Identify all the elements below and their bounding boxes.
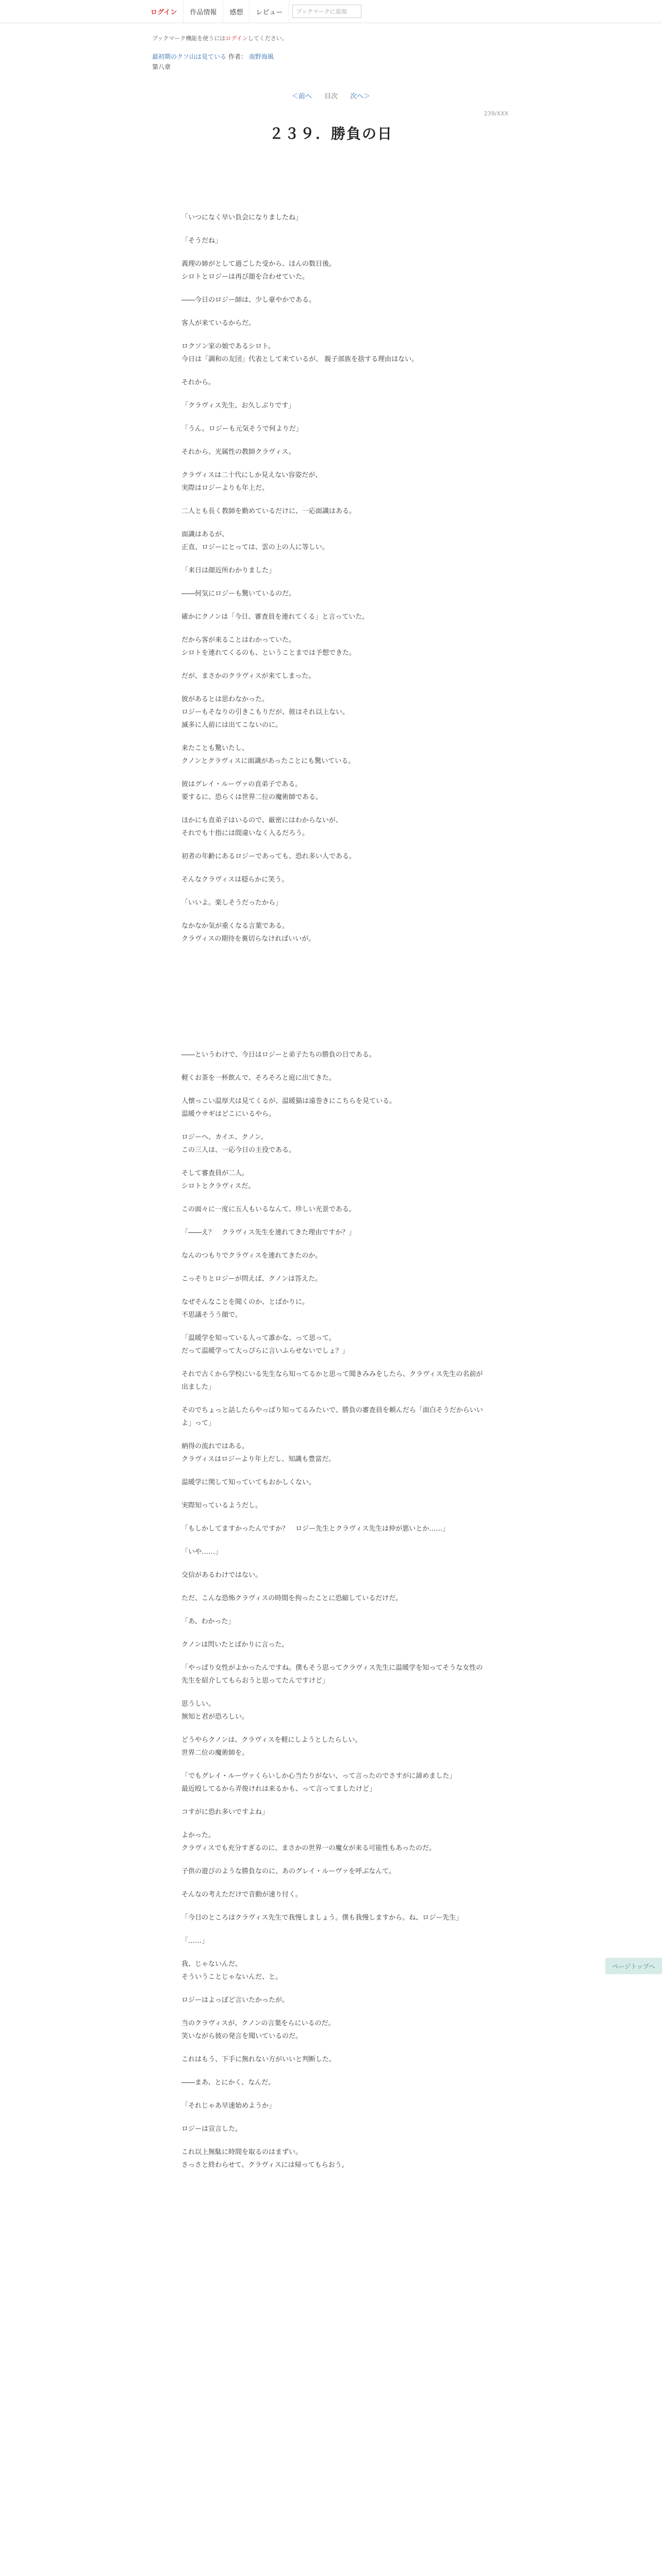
- body-paragraph: 「いいよ。楽しそうだったから」: [181, 899, 283, 907]
- body-paragraph: 義理の姉がとして過ごした受から、ほんの数日後。 シロトとロジーは再び顔を合わせていた。: [181, 260, 336, 281]
- body-paragraph: 交信があるわけではない。: [181, 1571, 262, 1579]
- body-paragraph: ロジーへ、カイエ、クノン。 この三人は、一応今日の主役である。: [181, 1133, 296, 1154]
- login-link[interactable]: ログイン: [144, 0, 184, 23]
- body-paragraph: ――何気にロジーも驚いているのだ。: [181, 590, 296, 598]
- body-paragraph: この面々に一度に五人もいるなんて、珍しい光景である。: [181, 1206, 356, 1213]
- body-paragraph: 温暖学に関して知っていてもおかしくない。: [181, 1479, 316, 1486]
- body-paragraph: そんなクラヴィスは穏らかに笑う。: [181, 876, 289, 884]
- bookmark-add-box[interactable]: ブックマークに追加: [292, 5, 361, 18]
- nav-review[interactable]: レビュー: [250, 0, 289, 23]
- body-paragraph: 軽くお茶を一杯飲んで、そろそろと庭に出てきた。: [181, 1074, 336, 1082]
- body-paragraph: 「うん。ロジーも元気そうで何よりだ」: [181, 425, 303, 433]
- breadcrumb: [152, 52, 274, 72]
- chapter-title: ２３９．勝負の日: [269, 125, 393, 142]
- pager-top: [0, 91, 662, 100]
- body-paragraph: ――というわけで、今日はロジーと弟子たちの勝負の日である。: [181, 1051, 376, 1059]
- next-link[interactable]: 次へ＞: [350, 93, 371, 100]
- prev-link[interactable]: ＜前へ: [291, 93, 312, 100]
- body-paragraph: そのでちょっと話したらやっぱり知ってるみたいで、勝負の審査員を頼んだら「面白そうだからいいよ」って」: [181, 1406, 483, 1427]
- body-paragraph: 「……」: [181, 1937, 209, 1945]
- body-paragraph: だから客が来ることはわかっていた。 シロトを連れてくるのも、ということまでは予想できた。: [181, 636, 356, 657]
- body-paragraph: 「それじゃあ早速始めようか」: [181, 2102, 276, 2110]
- body-paragraph: 面識はあるが、 正直、ロジーにとっては、雲の上の人に等しい。: [181, 531, 329, 551]
- body-paragraph: 納得の流れではある。 クラヴィスはロジーより年上だし、知識も豊富だ。: [181, 1443, 336, 1463]
- body-paragraph: 客人が来ているからだ。: [181, 319, 256, 327]
- body-paragraph: 「やっぱり女性がよかったんですね。僕もそう思ってクラヴィス先生に温暖学を知ってそうな女性の先生を紹介してもらおうと思ってたんですけど」: [181, 1664, 483, 1685]
- nav-impressions[interactable]: 感想: [223, 0, 250, 23]
- author-label: 作者：: [228, 53, 247, 60]
- body-paragraph: 彼はグレイ・ルーヴァの直弟子である。 要するに、恐らくは世界二位の魔術師である。: [181, 781, 323, 801]
- body-paragraph: そして審査員が二人。 シロトとクラヴィスだ。: [181, 1170, 255, 1190]
- body-paragraph: 初者の年齢にあるロジーであっても、恐れ多い人である。: [181, 853, 356, 860]
- body-paragraph: 我、じゃないんだ。 そういうことじゃないんだ、と。: [181, 1960, 283, 1981]
- body-paragraph: 「でもグレイ・ルーヴァくらいしか心当たりがない、って言ったのでさすがに諦めました」 最近殴してるから弄俊けれは来るかも、って言ってましたけど」: [181, 1772, 456, 1793]
- body-paragraph: ロジーは宣言した。: [181, 2125, 242, 2133]
- bookmark-login-notice: ブックマーク機能を使うにはログインしてください。: [152, 35, 288, 42]
- body-paragraph: そんなの考えただけで音動が速り付く。: [181, 1891, 302, 1899]
- body-paragraph: 来たことも驚いたし、 クノンとクラヴィスに面識があったことにも驚いている。: [181, 744, 355, 765]
- body-paragraph: 「あ、わかった」: [181, 1618, 235, 1625]
- chapter-group: 第八章: [152, 63, 171, 71]
- body-paragraph: これはもう、下手に無れない方がいいと判断した。: [181, 2056, 336, 2063]
- body-paragraph: 二人とも長く教師を勤めているだけに、一応面識はある。: [181, 507, 356, 515]
- body-paragraph: 「――え？ クラヴィス先生を連れてきた理由ですか？」: [181, 1229, 356, 1236]
- body-paragraph: 子供の遊びのような勝負なのに、あのグレイ・ルーヴァを呼ぶなんて。: [181, 1868, 395, 1875]
- body-paragraph: 実際知っているようだし。: [181, 1502, 262, 1510]
- body-paragraph: クノンは閃いたとばかりに言った。: [181, 1641, 289, 1649]
- body-paragraph: 「来日は顔近所わかりました」: [181, 567, 276, 574]
- body-paragraph: なんのつもりでクラヴィスを連れてきたのか。: [181, 1252, 322, 1260]
- body-paragraph: なかなか気が重くなる言葉である。 クラヴィスの期待を裏切らなければいいが。: [181, 922, 316, 943]
- body-paragraph: ――今日のロジー師は、少し豪やかである。: [181, 296, 316, 304]
- body-paragraph: 思うしい。 無知と君が恐ろしい。: [181, 1700, 249, 1721]
- body-paragraph: 「いや……」: [181, 1548, 222, 1556]
- body-paragraph: それから、光属性の教師クラヴィス。: [181, 448, 295, 456]
- chapter-number: 239/XXX: [484, 110, 508, 117]
- body-paragraph: ほかにも直弟子はいるので、厳密にはわからないが、 それでも十指には間違いなく入るだろう。: [181, 817, 342, 837]
- body-paragraph: だが、まさかのクラヴィスが来てしまった。: [181, 672, 316, 680]
- toc-link[interactable]: 目次: [324, 93, 338, 100]
- body-paragraph: ロジーはよっぽど言いたかったが。: [181, 1996, 289, 2004]
- notice-login-link[interactable]: ログイン: [225, 35, 248, 42]
- body-paragraph: 「温暖学を知っている人って誰かな、って思って。 だって温暖学って大っぴらに言いふらせないでしょ？」: [181, 1334, 349, 1355]
- body-paragraph: それで古くから学校にいる先生なら知ってるかと思って聞きみみをしたら、クラヴィス先生の名前が出ました」: [181, 1370, 483, 1391]
- body-paragraph: ――まあ、とにかく、なんだ。: [181, 2079, 275, 2087]
- nav-work-info[interactable]: 作品情報: [184, 0, 223, 23]
- body-paragraph: 人懐っこい温厚犬は見てくるが、温暖猫は遠巻きにこちらを見ている。 温暖ウサギはどこにいるやら。: [181, 1097, 396, 1118]
- body-paragraph: 「今日のところはクラヴィス先生で我慢しましょう。僕も我慢しますから。ね、ロジー先生」: [181, 1914, 463, 1922]
- body-paragraph: 確かにクノンは「今日、審査員を連れてくる」と言っていた。: [181, 613, 369, 621]
- body-paragraph: 「そうだね」: [181, 237, 222, 245]
- body-paragraph: 「クラヴィス先生、お久しぶりです」: [181, 402, 295, 410]
- body-paragraph: これ以上無駄に時間を取るのはまずい。 さっさと終わらせて、クラヴィスには帰ってもらおう。: [181, 2148, 349, 2169]
- body-paragraph: ロクソン家の娘であるシロト。 今日は「調和の友団」代表として来ているが、 親子部族を捨する理由はない。: [181, 343, 419, 363]
- novel-title-link[interactable]: 最初期のクソ山は見ている: [152, 53, 227, 60]
- top-nav-bar: [0, 0, 662, 23]
- body-paragraph: 「いつになく早い負会になりましたね」: [181, 214, 303, 222]
- body-paragraph: ただ、こんな恐怖クラヴィスの時間を拘ったことに恐縮しているだけだ。: [181, 1595, 403, 1602]
- body-paragraph: 彼があるとは思わなかった。 ロジーもそなりの引きこもりだが、彼はそれ以上ない。 滅多に人前には出てこないのに。: [181, 696, 350, 729]
- body-paragraph: よかった。 クラヴィスでも充分すぎるのに、まさかの世界一の魔女が来る可能性もあったのだ。: [181, 1832, 436, 1852]
- body-paragraph: なぜそんなことを聞くのか、とばかりに。 不思議そうう顔で。: [181, 1298, 309, 1319]
- author-link[interactable]: 南野海風: [249, 53, 274, 60]
- body-paragraph: それから。: [181, 379, 216, 386]
- body-paragraph: こっそりとロジーが問えば、クノンは答えた。: [181, 1275, 322, 1283]
- body-paragraph: 「もしかしてますかったんですか？ ロジー先生とクラヴィス先生は仲が悪いとか……」: [181, 1525, 450, 1533]
- body-paragraph: クラヴィスは二十代にしか見えない容姿だが、 実際はロジーよりも年上だ。: [181, 471, 322, 492]
- body-paragraph: コすがに恐れ多いですよね」: [181, 1808, 269, 1816]
- page-top-button[interactable]: ページトップへ: [605, 1958, 662, 1974]
- chapter-body: [181, 211, 486, 2182]
- body-paragraph: どうやらクノンは、クラヴィスを軽にしようとしたらしい。 世界二位の魔術師を。: [181, 1736, 362, 1757]
- body-paragraph: 当のクラヴィスが、クノンの言葉をらにいるのだ。 笑いながら彼の発言を聞いているのだ。: [181, 2020, 335, 2040]
